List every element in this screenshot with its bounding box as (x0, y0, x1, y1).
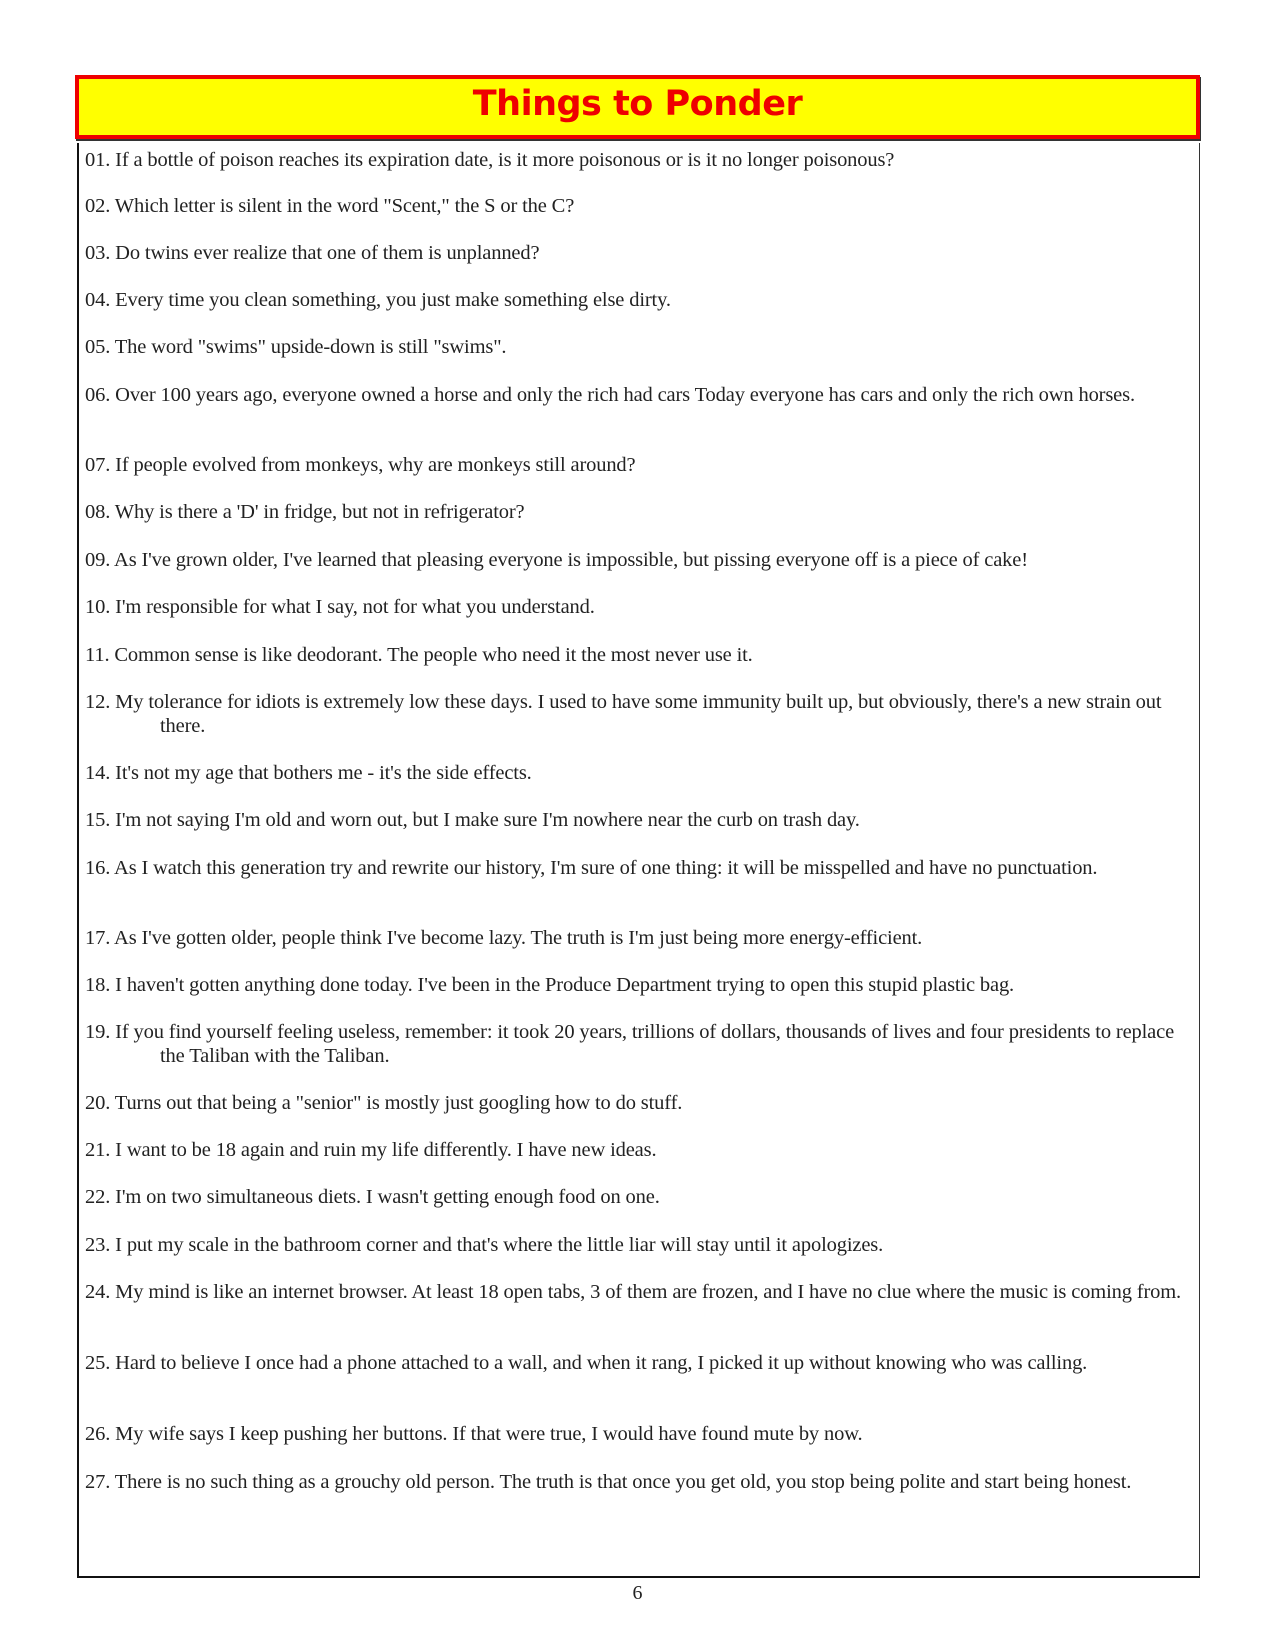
item-number: 11. (85, 644, 110, 666)
item-text: There is no such thing as a grouchy old person. The truth is that once you get old, you stop being polite and start being honest. (114, 1471, 1132, 1493)
item-text: I'm not saying I'm old and worn out, but I make sure I'm nowhere near the curb on trash day. (115, 809, 860, 831)
item-text: Every time you clean something, you just make something else dirty. (115, 289, 671, 311)
item-text: As I've grown older, I've learned that pleasing everyone is impossible, but pissing everyone off is a piece of cake! (114, 549, 1028, 571)
item-number: 22. (85, 1186, 111, 1208)
list-item (85, 500, 1191, 524)
list-item (85, 453, 1191, 477)
list-item (85, 1470, 1191, 1494)
list-item (85, 761, 1191, 785)
item-text: I'm on two simultaneous diets. I wasn't getting enough food on one. (115, 1186, 660, 1208)
list-item (85, 595, 1191, 619)
list-item (85, 1233, 1191, 1257)
item-text: It's not my age that bothers me - it's the side effects. (115, 762, 532, 784)
item-text: I haven't gotten anything done today. I've been in the Produce Department trying to open this stupid plastic bag. (115, 974, 1015, 996)
list-item (85, 1138, 1191, 1162)
item-text: Common sense is like deodorant. The people who need it the most never use it. (114, 644, 753, 666)
list-item (85, 288, 1191, 312)
item-number: 14. (85, 762, 111, 784)
item-number: 01. (85, 149, 111, 171)
item-text: My tolerance for idiots is extremely low these days. I used to have some immunity built up, but obviously, there's a new strain out there. (115, 691, 1162, 737)
item-number: 09. (85, 549, 111, 571)
list-item (85, 1351, 1191, 1375)
item-number: 25. (85, 1352, 111, 1374)
list-item (85, 335, 1191, 359)
list-item (85, 148, 1191, 172)
item-number: 27. (85, 1471, 111, 1493)
item-number: 02. (85, 195, 111, 217)
list-item (85, 1091, 1191, 1115)
item-number: 24. (85, 1281, 111, 1303)
list-item (85, 808, 1191, 832)
item-number: 20. (85, 1092, 111, 1114)
item-number: 15. (85, 809, 111, 831)
item-text: If you find yourself feeling useless, remember: it took 20 years, trillions of dollars, thousands of lives and four presidents to replace the Taliban with the Taliban. (115, 1021, 1175, 1067)
list-item (85, 1280, 1191, 1304)
list-item (85, 548, 1191, 572)
list-item (85, 690, 1191, 738)
item-text: If a bottle of poison reaches its expiration date, is it more poisonous or is it no longer poisonous? (115, 149, 895, 171)
item-text: Which letter is silent in the word "Scent," the S or the C? (114, 195, 575, 217)
item-number: 18. (85, 974, 111, 996)
item-number: 23. (85, 1234, 111, 1256)
item-text: I'm responsible for what I say, not for what you understand. (115, 596, 595, 618)
item-text: Turns out that being a "senior" is mostly just googling how to do stuff. (114, 1092, 683, 1114)
list-item (85, 241, 1191, 265)
item-number: 08. (85, 501, 111, 523)
item-number: 03. (85, 242, 111, 264)
item-text: Do twins ever realize that one of them is unplanned? (115, 242, 540, 264)
list-item (85, 194, 1191, 218)
item-text: As I watch this generation try and rewrite our history, I'm sure of one thing: it will be misspelled and have no punctuation. (114, 857, 1098, 879)
item-text: Why is there a 'D' in fridge, but not in refrigerator? (114, 501, 525, 523)
page-number: 6 (632, 1582, 643, 1604)
item-number: 17. (85, 927, 111, 949)
item-number: 16. (85, 857, 111, 879)
item-number: 06. (85, 384, 111, 406)
list-item (85, 1422, 1191, 1446)
item-number: 10. (85, 596, 111, 618)
content-box (77, 143, 1200, 1578)
item-number: 26. (85, 1423, 111, 1445)
item-number: 19. (85, 1021, 111, 1043)
item-text: I want to be 18 again and ruin my life differently. I have new ideas. (115, 1139, 657, 1161)
item-text: I put my scale in the bathroom corner and that's where the little liar will stay until it apologizes. (115, 1234, 884, 1256)
item-text: If people evolved from monkeys, why are monkeys still around? (115, 454, 636, 476)
item-number: 04. (85, 289, 111, 311)
list-item (85, 856, 1191, 880)
item-text: My mind is like an internet browser. At least 18 open tabs, 3 of them are frozen, and I have no clue where the music is coming from. (115, 1281, 1182, 1303)
item-text: Over 100 years ago, everyone owned a horse and only the rich had cars Today everyone has cars and only the rich own horses. (115, 384, 1135, 406)
item-text: As I've gotten older, people think I've become lazy. The truth is I'm just being more energy-efficient. (114, 927, 923, 949)
list-item (85, 1185, 1191, 1209)
item-text: The word "swims" upside-down is still "swims". (114, 336, 507, 358)
list-item (85, 643, 1191, 667)
item-number: 05. (85, 336, 111, 358)
list-item (85, 973, 1191, 997)
list-item (85, 1020, 1191, 1068)
item-number: 07. (85, 454, 111, 476)
list-item (85, 926, 1191, 950)
item-number: 12. (85, 691, 111, 713)
item-text: Hard to believe I once had a phone attached to a wall, and when it rang, I picked it up without knowing who was calling. (115, 1352, 1088, 1374)
page-title: Things to Ponder (472, 83, 803, 124)
item-number: 21. (85, 1139, 111, 1161)
list-item (85, 383, 1191, 407)
title-banner (75, 75, 1200, 139)
item-text: My wife says I keep pushing her buttons. If that were true, I would have found mute by now. (115, 1423, 863, 1445)
